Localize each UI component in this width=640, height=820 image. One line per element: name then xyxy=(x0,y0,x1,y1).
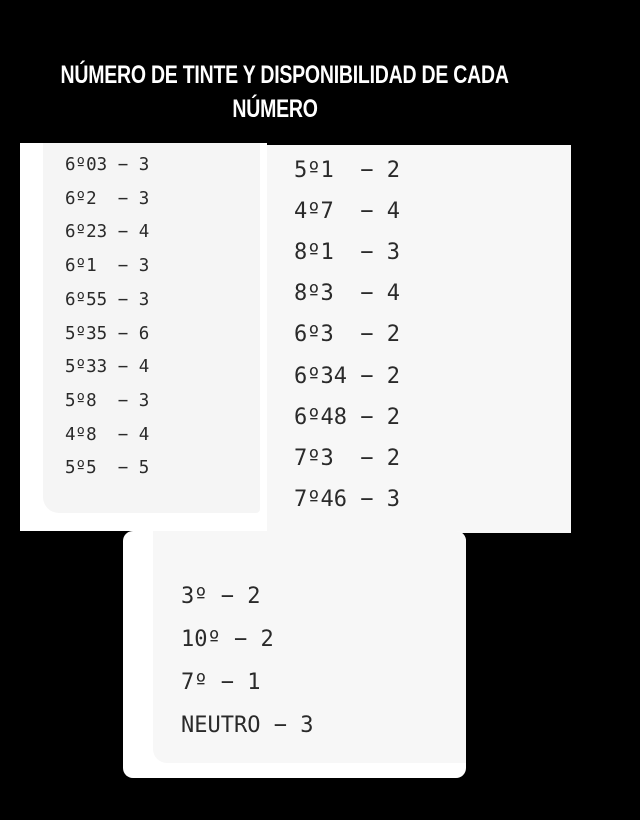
title-line-1: NÚMERO DE TINTE Y DISPONIBILIDAD DE CADA xyxy=(60,61,509,89)
list-item: 7º46 − 3 xyxy=(294,486,400,512)
list-item: 6º2 − 3 xyxy=(65,188,150,209)
list-item: 4º8 − 4 xyxy=(65,424,150,445)
list-item: 6º55 − 3 xyxy=(65,289,150,310)
list-item: 5º35 − 6 xyxy=(65,323,150,344)
list-item: 4º7 − 4 xyxy=(294,199,400,225)
list-item: NEUTRO − 3 xyxy=(181,713,314,738)
list-item: 7º3 − 2 xyxy=(294,445,400,471)
list-item: 5º1 − 2 xyxy=(294,158,400,183)
list-item: 6º23 − 4 xyxy=(65,222,150,243)
list-item: 6º34 − 2 xyxy=(294,363,400,389)
list-item: 10º − 2 xyxy=(181,627,274,652)
page-title xyxy=(60,58,509,126)
list-item: 6º1 − 3 xyxy=(65,256,150,277)
title-line-2: NÚMERO xyxy=(232,95,318,123)
list-item: 8º3 − 4 xyxy=(294,281,400,307)
list-item: 5º33 − 4 xyxy=(65,357,150,378)
list-item: 6º3 − 2 xyxy=(294,322,400,348)
list-item: 5º8 − 3 xyxy=(65,390,150,411)
list-item: 3º − 2 xyxy=(181,584,261,609)
list-item: 6º48 − 2 xyxy=(294,404,400,430)
list-item: 5º5 − 5 xyxy=(65,458,150,479)
list-item: 7º − 1 xyxy=(181,670,261,695)
list-item: 6º03 − 3 xyxy=(65,155,150,175)
bottom-list-card xyxy=(123,531,466,778)
list-item: 8º1 − 3 xyxy=(294,240,400,266)
